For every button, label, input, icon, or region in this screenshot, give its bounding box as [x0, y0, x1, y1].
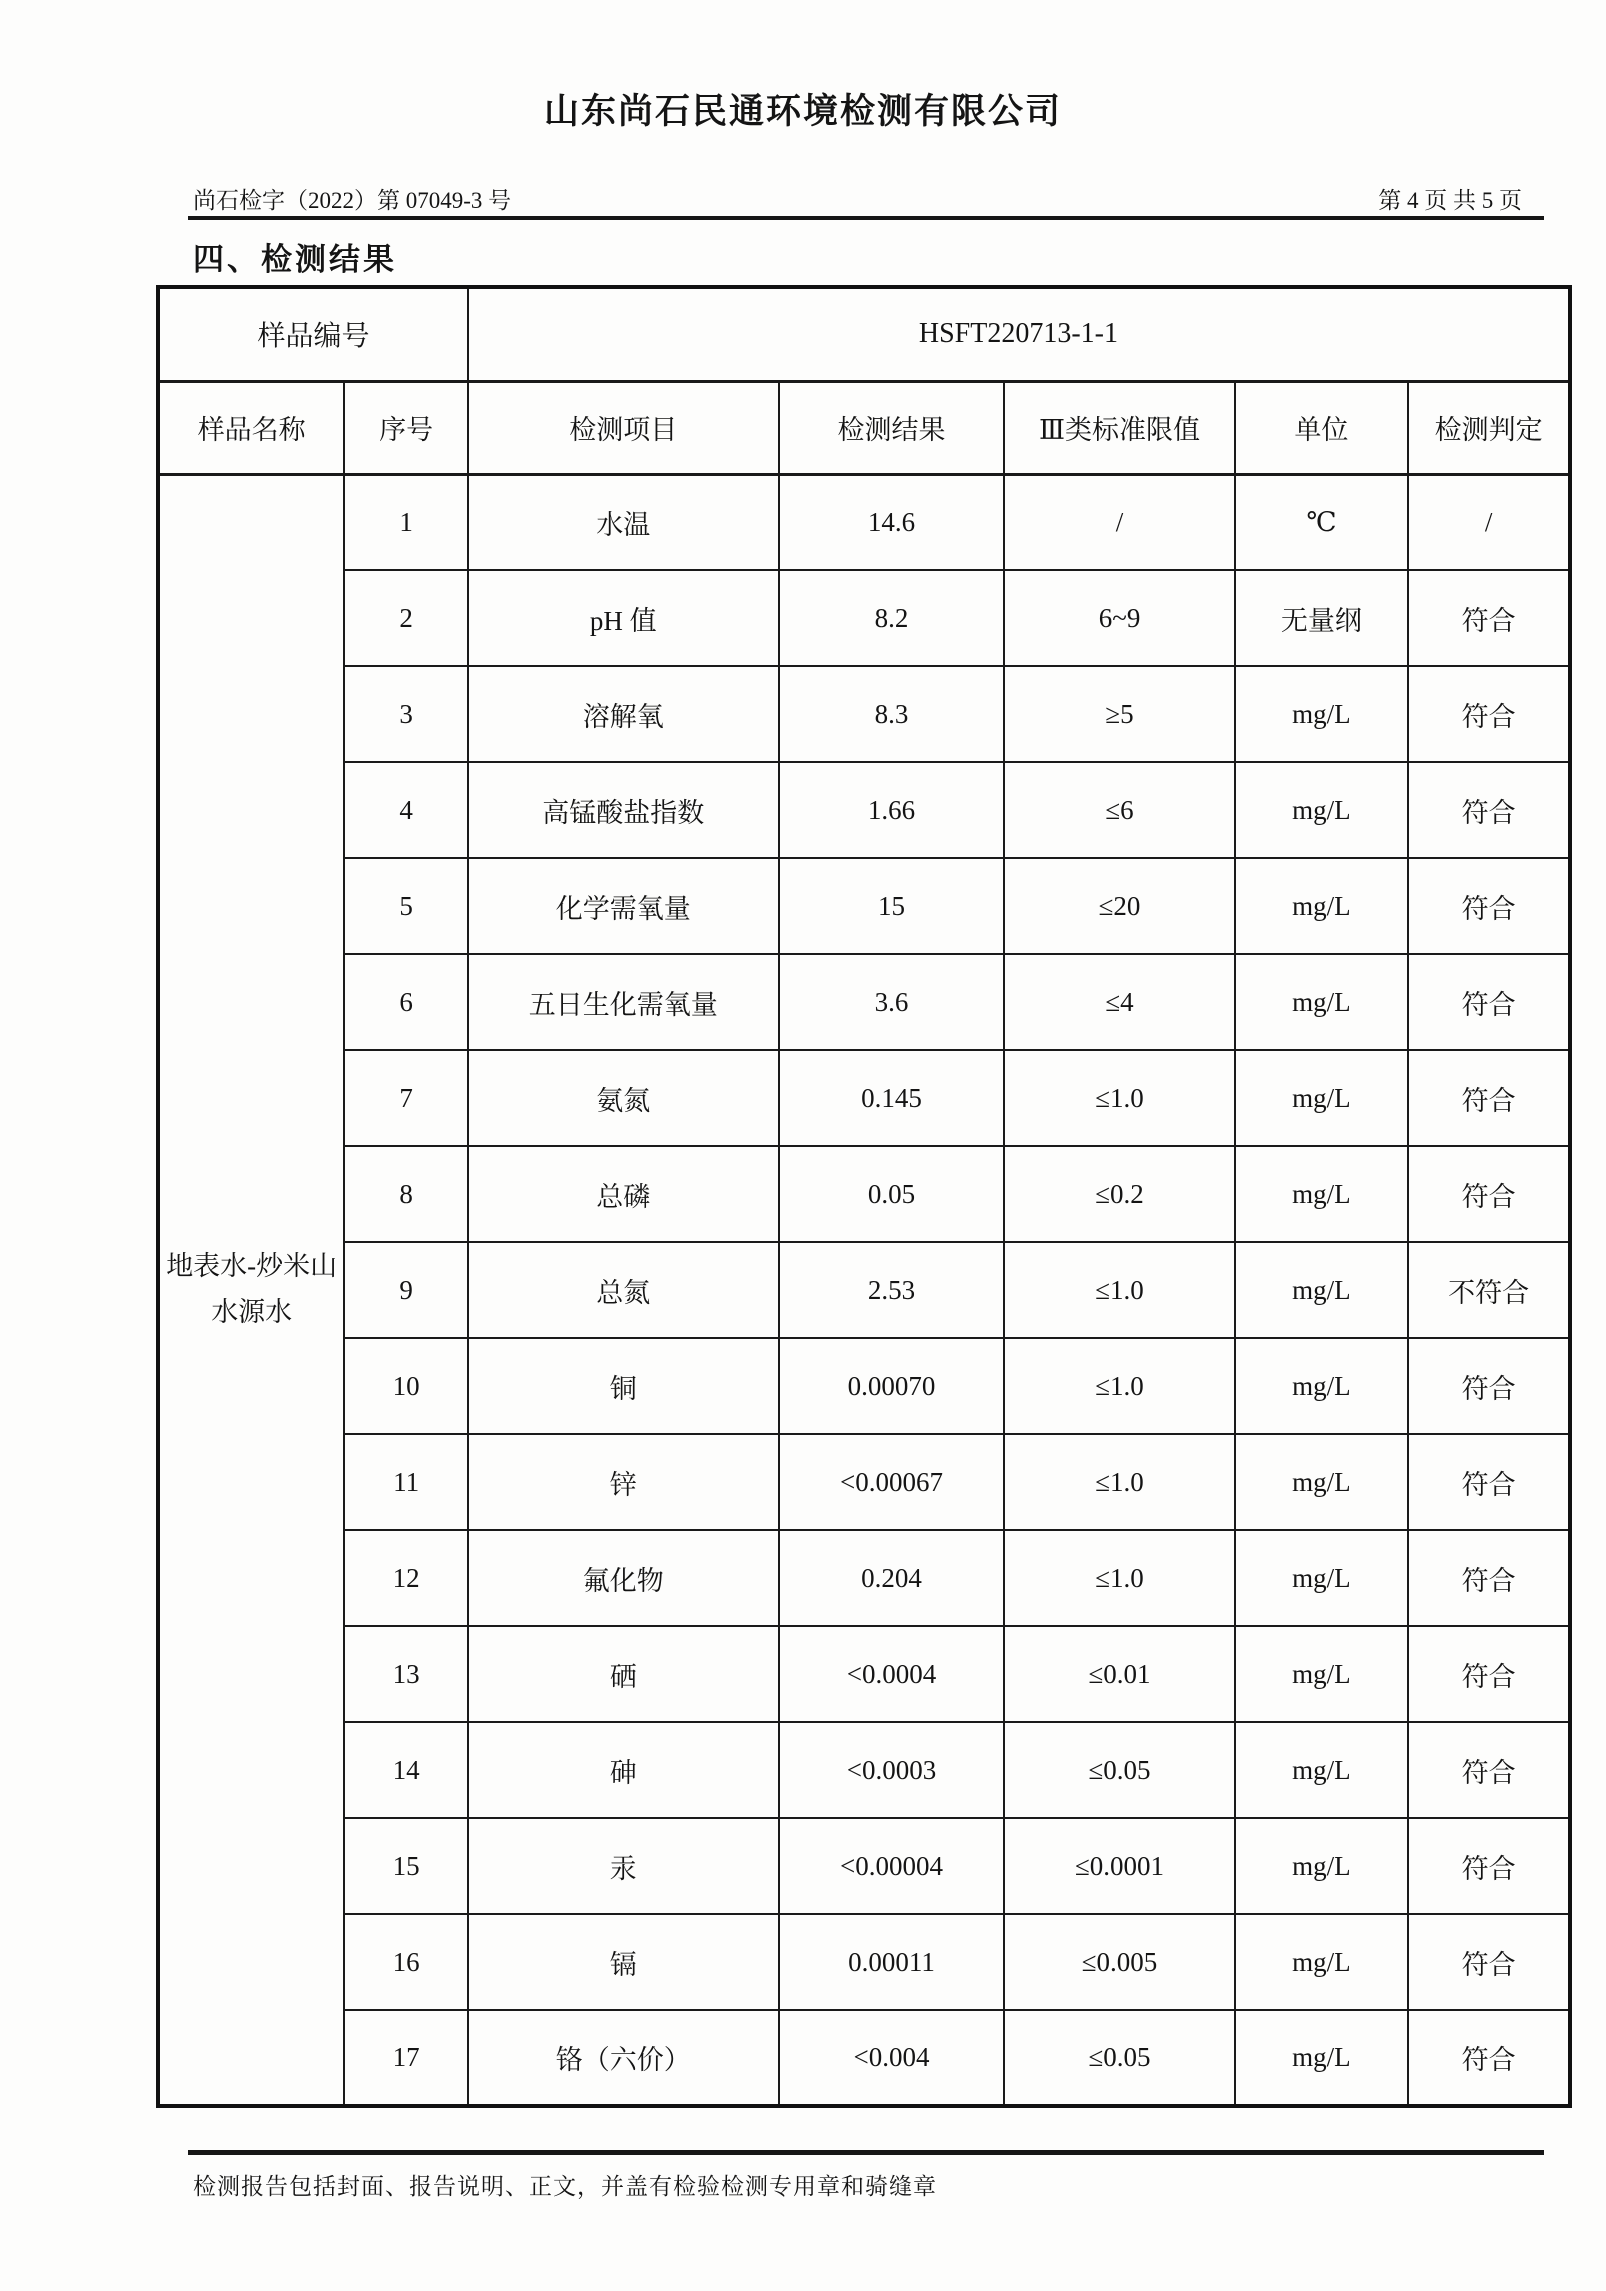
cell-no: 8	[344, 1146, 468, 1242]
table-row	[158, 1914, 1570, 2010]
cell-unit: mg/L	[1235, 1434, 1409, 1530]
cell-result: 0.00011	[779, 1914, 1005, 2010]
cell-limit: ≥5	[1004, 666, 1234, 762]
cell-result: 14.6	[779, 474, 1005, 570]
cell-unit: mg/L	[1235, 1818, 1409, 1914]
header-rule	[188, 216, 1544, 220]
cell-item: 水温	[468, 474, 779, 570]
cell-no: 13	[344, 1626, 468, 1722]
sample-id-value: HSFT220713-1-1	[468, 287, 1570, 381]
cell-item: 锌	[468, 1434, 779, 1530]
cell-no: 14	[344, 1722, 468, 1818]
cell-item: 汞	[468, 1818, 779, 1914]
cell-judgment: 符合	[1408, 1146, 1570, 1242]
doc-header-line	[193, 182, 1522, 215]
cell-no: 17	[344, 2010, 468, 2106]
cell-no: 4	[344, 762, 468, 858]
cell-item: 化学需氧量	[468, 858, 779, 954]
cell-result: 0.05	[779, 1146, 1005, 1242]
cell-judgment: /	[1408, 474, 1570, 570]
cell-judgment: 符合	[1408, 1530, 1570, 1626]
cell-judgment: 符合	[1408, 1338, 1570, 1434]
cell-limit: /	[1004, 474, 1234, 570]
cell-limit: ≤1.0	[1004, 1530, 1234, 1626]
cell-judgment: 符合	[1408, 1626, 1570, 1722]
cell-item: 氟化物	[468, 1530, 779, 1626]
cell-result: <0.00067	[779, 1434, 1005, 1530]
cell-judgment: 不符合	[1408, 1242, 1570, 1338]
cell-item: 硒	[468, 1626, 779, 1722]
table-row	[158, 1338, 1570, 1434]
cell-unit: mg/L	[1235, 858, 1409, 954]
cell-item: 氨氮	[468, 1050, 779, 1146]
cell-unit: mg/L	[1235, 1722, 1409, 1818]
table-row	[158, 1530, 1570, 1626]
table-row	[158, 2010, 1570, 2106]
cell-judgment: 符合	[1408, 858, 1570, 954]
cell-result: <0.004	[779, 2010, 1005, 2106]
cell-no: 6	[344, 954, 468, 1050]
cell-no: 5	[344, 858, 468, 954]
cell-item: 五日生化需氧量	[468, 954, 779, 1050]
cell-unit: mg/L	[1235, 1050, 1409, 1146]
cell-judgment: 符合	[1408, 1434, 1570, 1530]
cell-unit: 无量纲	[1235, 570, 1409, 666]
cell-limit: ≤0.05	[1004, 1722, 1234, 1818]
col-header-unit: 单位	[1235, 381, 1409, 474]
table-row	[158, 1626, 1570, 1722]
doc-number: 尚石检字（2022）第 07049-3 号	[193, 188, 512, 213]
cell-result: 0.145	[779, 1050, 1005, 1146]
cell-limit: ≤0.2	[1004, 1146, 1234, 1242]
column-header-row	[158, 381, 1570, 474]
col-header-item: 检测项目	[468, 381, 779, 474]
page-indicator: 第 4 页 共 5 页	[1378, 188, 1522, 213]
cell-unit: mg/L	[1235, 2010, 1409, 2106]
cell-judgment: 符合	[1408, 1914, 1570, 2010]
cell-judgment: 符合	[1408, 1722, 1570, 1818]
section-title: 四、检测结果	[193, 242, 397, 277]
cell-judgment: 符合	[1408, 1050, 1570, 1146]
table-row	[158, 858, 1570, 954]
cell-judgment: 符合	[1408, 1818, 1570, 1914]
cell-item: 砷	[468, 1722, 779, 1818]
table-row	[158, 1818, 1570, 1914]
cell-limit: ≤6	[1004, 762, 1234, 858]
cell-judgment: 符合	[1408, 762, 1570, 858]
sample-id-row	[158, 287, 1570, 381]
cell-unit: mg/L	[1235, 1530, 1409, 1626]
table-row	[158, 1242, 1570, 1338]
cell-unit: mg/L	[1235, 954, 1409, 1050]
cell-unit: mg/L	[1235, 1338, 1409, 1434]
cell-item: 铬（六价）	[468, 2010, 779, 2106]
cell-result: 15	[779, 858, 1005, 954]
table-row	[158, 762, 1570, 858]
cell-no: 16	[344, 1914, 468, 2010]
cell-limit: ≤1.0	[1004, 1242, 1234, 1338]
table-row	[158, 666, 1570, 762]
cell-no: 7	[344, 1050, 468, 1146]
cell-item: 总氮	[468, 1242, 779, 1338]
table-row	[158, 1146, 1570, 1242]
cell-judgment: 符合	[1408, 570, 1570, 666]
cell-result: 2.53	[779, 1242, 1005, 1338]
cell-unit: mg/L	[1235, 1626, 1409, 1722]
cell-no: 9	[344, 1242, 468, 1338]
cell-limit: ≤4	[1004, 954, 1234, 1050]
cell-limit: ≤1.0	[1004, 1434, 1234, 1530]
col-header-judgment: 检测判定	[1408, 381, 1570, 474]
cell-item: 高锰酸盐指数	[468, 762, 779, 858]
cell-limit: ≤1.0	[1004, 1050, 1234, 1146]
col-header-no: 序号	[344, 381, 468, 474]
cell-unit: ℃	[1235, 474, 1409, 570]
cell-unit: mg/L	[1235, 1914, 1409, 2010]
cell-result: <0.0003	[779, 1722, 1005, 1818]
cell-limit: ≤0.005	[1004, 1914, 1234, 2010]
cell-judgment: 符合	[1408, 954, 1570, 1050]
cell-item: pH 值	[468, 570, 779, 666]
cell-unit: mg/L	[1235, 762, 1409, 858]
table-row	[158, 474, 1570, 570]
col-header-limit: Ⅲ类标准限值	[1004, 381, 1234, 474]
sample-id-label: 样品编号	[158, 287, 468, 381]
cell-no: 11	[344, 1434, 468, 1530]
cell-judgment: 符合	[1408, 2010, 1570, 2106]
table-row	[158, 1434, 1570, 1530]
table-row	[158, 1050, 1570, 1146]
cell-limit: ≤1.0	[1004, 1338, 1234, 1434]
cell-result: 0.00070	[779, 1338, 1005, 1434]
col-header-sample-name: 样品名称	[158, 381, 344, 474]
cell-no: 3	[344, 666, 468, 762]
cell-item: 铜	[468, 1338, 779, 1434]
cell-unit: mg/L	[1235, 666, 1409, 762]
cell-limit: ≤0.01	[1004, 1626, 1234, 1722]
cell-result: 1.66	[779, 762, 1005, 858]
table-row	[158, 1722, 1570, 1818]
cell-item: 总磷	[468, 1146, 779, 1242]
cell-limit: ≤20	[1004, 858, 1234, 954]
cell-result: 8.2	[779, 570, 1005, 666]
cell-result: 8.3	[779, 666, 1005, 762]
cell-unit: mg/L	[1235, 1146, 1409, 1242]
cell-item: 溶解氧	[468, 666, 779, 762]
cell-no: 12	[344, 1530, 468, 1626]
cell-result: <0.0004	[779, 1626, 1005, 1722]
cell-result: 0.204	[779, 1530, 1005, 1626]
cell-limit: ≤0.0001	[1004, 1818, 1234, 1914]
cell-limit: ≤0.05	[1004, 2010, 1234, 2106]
table-row	[158, 954, 1570, 1050]
footer-rule	[188, 2150, 1544, 2155]
sample-name-cell: 地表水-炒米山水源水	[158, 474, 344, 2106]
col-header-result: 检测结果	[779, 381, 1005, 474]
footer-note: 检测报告包括封面、报告说明、正文，并盖有检验检测专用章和骑缝章	[193, 2174, 937, 2199]
cell-item: 镉	[468, 1914, 779, 2010]
cell-result: <0.00004	[779, 1818, 1005, 1914]
company-name: 山东尚石民通环境检测有限公司	[543, 92, 1062, 131]
cell-result: 3.6	[779, 954, 1005, 1050]
cell-no: 10	[344, 1338, 468, 1434]
cell-no: 1	[344, 474, 468, 570]
cell-judgment: 符合	[1408, 666, 1570, 762]
results-table	[156, 285, 1572, 2108]
cell-unit: mg/L	[1235, 1242, 1409, 1338]
cell-limit: 6~9	[1004, 570, 1234, 666]
table-row	[158, 570, 1570, 666]
cell-no: 2	[344, 570, 468, 666]
cell-no: 15	[344, 1818, 468, 1914]
